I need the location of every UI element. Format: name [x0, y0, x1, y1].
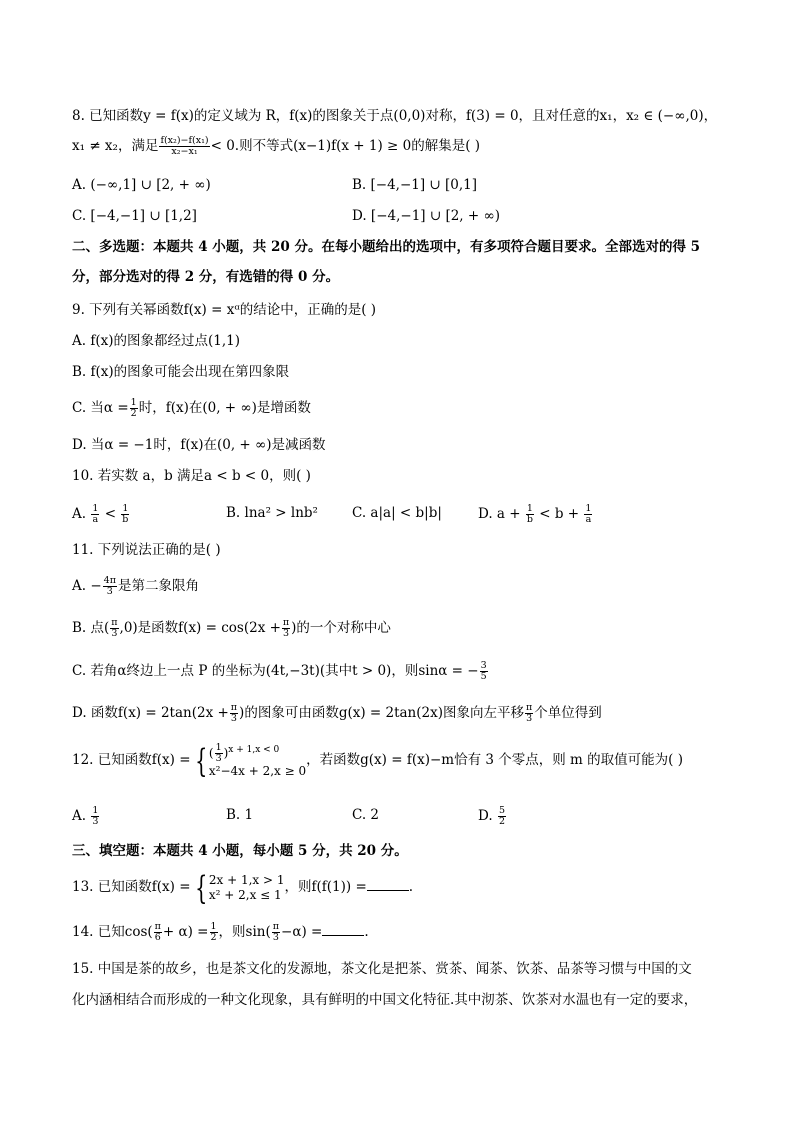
q11-a-den: 3	[106, 586, 113, 597]
q11-b-frac1-num: π	[111, 617, 118, 628]
q11-d-frac2-num: π	[526, 702, 533, 713]
q9-stem: 9. 下列有关幂函数f(x) = xᵅ的结论中，正确的是( )	[72, 302, 377, 318]
q13-cases	[209, 873, 285, 903]
q12-cases	[209, 743, 306, 779]
q13-case2: x² + 2,x ≤ 1	[208, 888, 282, 902]
q12-option-a	[72, 806, 100, 827]
q11-b-post: )的一个对称中心	[291, 620, 391, 636]
q10-option-a	[72, 504, 130, 525]
q11-a-pre: A. −	[72, 578, 102, 594]
q11-c-frac	[480, 661, 488, 682]
q14-end: .	[364, 924, 369, 940]
q9-option-a: A. f(x)的图象都经过点(1,1)	[72, 333, 240, 349]
q12-a-num: 1	[92, 805, 99, 816]
q8-frac-num: f(x₂)−f(x₁)	[160, 135, 209, 146]
q12-d-pre: D.	[478, 808, 493, 824]
q10-d-frac1-den: b	[526, 514, 533, 525]
q10-d-frac2-num: 1	[585, 503, 592, 514]
q11-d-frac2	[525, 703, 533, 724]
q12-case1: ( $\frac{1}{3}$ )$^{x + 1,x < 0}$	[208, 741, 280, 764]
q11-c-num: 3	[480, 660, 487, 671]
q12-case1-den: 3	[215, 752, 222, 764]
q13-brace: {	[194, 869, 207, 907]
section2-heading-line1: 二、多选题：本题共 4 小题，共 20 分。在每小题给出的选项中，有多项符合题目要求。全部选对的得 5	[72, 239, 701, 255]
q11-a-post: 是第二象限角	[117, 578, 199, 594]
q10-d-mid: < b +	[539, 506, 580, 522]
q11-d-frac1-num: π	[230, 702, 238, 713]
q12-piecewise	[191, 742, 307, 779]
q14-frac1	[154, 922, 162, 943]
q12-post: ，若函数g(x) = f(x)−m恰有 3 个零点，则 m 的取值可能为( )	[306, 752, 683, 768]
q13-case1: 2x + 1,x > 1	[208, 873, 285, 887]
q11-d-pre: D. 函数f(x) = 2tan(2x +	[72, 705, 229, 721]
q14-frac2-den: 2	[210, 932, 217, 943]
q11-b-frac1-den: 3	[111, 628, 118, 639]
q10-d-frac1	[526, 504, 534, 525]
q11-stem: 11. 下列说法正确的是( )	[72, 542, 221, 558]
q9-c-post: 时，f(x)在(0, + ∞)是增函数	[138, 400, 311, 416]
q12-pre: 12. 已知函数f(x) =	[72, 752, 191, 768]
q8-line2-pre: x₁ ≠ x₂，满足	[72, 138, 159, 154]
q11-option-b	[72, 618, 391, 639]
q8-line2	[72, 136, 480, 157]
q12-case1-post: x + 1,x < 0	[228, 744, 280, 755]
q9-c-den: 2	[130, 408, 137, 419]
q14-answer-blank[interactable]	[322, 923, 364, 936]
q8-option-a: A. (−∞,1] ∪ [2, + ∞)	[72, 177, 211, 193]
q11-option-c	[72, 661, 489, 682]
q8-option-b: B. [−4,−1] ∪ [0,1]	[352, 177, 478, 193]
q12-case2: x²−4x + 2,x ≥ 0	[208, 763, 307, 778]
q8-fraction	[159, 136, 209, 157]
q11-b-frac2	[282, 618, 290, 639]
q10-a-frac1	[91, 504, 99, 525]
q10-option-d	[478, 504, 593, 525]
q14-post: −α) =	[281, 924, 323, 940]
q10-a-pre: A.	[72, 506, 87, 522]
q14-frac2-num: 1	[210, 921, 217, 932]
q14-mid1: + α) =	[162, 924, 209, 940]
q12-case1-frac	[215, 743, 223, 764]
q10-a-frac1-den: a	[92, 514, 99, 525]
q11-d-mid: )的图象可由函数g(x) = 2tan(2x)图象向左平移	[239, 705, 524, 721]
q10-d-pre: D. a +	[478, 506, 521, 522]
q11-d-frac2-den: 3	[526, 713, 533, 724]
q12-case1-num: 1	[215, 741, 222, 753]
q14-frac1-num: π	[154, 921, 161, 932]
q11-b-frac2-den: 3	[283, 628, 290, 639]
q14-frac3	[272, 922, 280, 943]
q10-d-frac1-num: 1	[526, 503, 533, 514]
q10-d-frac2	[584, 504, 592, 525]
q12-option-d	[478, 806, 507, 827]
q11-c-pre: C. 若角α终边上一点 P 的坐标为(4t,−3t)(其中t > 0)，则sinα = −	[72, 663, 479, 679]
q8-option-d: D. [−4,−1] ∪ [2, + ∞)	[352, 208, 500, 224]
q12-a-den: 3	[92, 816, 99, 827]
q11-b-frac2-num: π	[282, 617, 290, 628]
q12-stem	[72, 742, 683, 779]
q11-option-d	[72, 703, 602, 724]
q8-line2-post: < 0.则不等式(x−1)f(x + 1) ≥ 0的解集是( )	[210, 138, 481, 154]
q8-option-c: C. [−4,−1] ∪ [1,2]	[72, 208, 197, 224]
q14-pre: 14. 已知cos(	[72, 924, 153, 940]
q14-mid2: ，则sin(	[218, 924, 271, 940]
section3-heading: 三、填空题：本题共 4 小题，每小题 5 分，共 20 分。	[72, 843, 408, 859]
q8-line1: 8. 已知函数y = f(x)的定义域为 R，f(x)的图象关于点(0,0)对称，f(3) = 0，且对任意的x₁，x₂ ∈ (−∞,0)，	[72, 108, 718, 124]
q10-stem: 10. 若实数 a，b 满足a < b < 0，则( )	[72, 468, 311, 484]
q9-c-num: 1	[130, 397, 137, 408]
q9-c-pre: C. 当α =	[72, 400, 129, 416]
q9-c-fraction	[130, 398, 138, 419]
q11-a-frac	[103, 576, 117, 597]
q12-d-num: 5	[498, 805, 505, 816]
q14-frac1-den: 6	[154, 932, 161, 943]
q11-c-den: 5	[480, 671, 487, 682]
q11-b-frac1	[110, 618, 118, 639]
q9-option-c	[72, 398, 311, 419]
q12-option-b: B. 1	[226, 807, 254, 823]
q10-d-frac2-den: a	[585, 514, 592, 525]
q10-option-c: C. a|a| < b|b|	[352, 505, 442, 521]
q12-brace: {	[194, 741, 207, 780]
q14-frac2	[210, 922, 218, 943]
q13-piecewise	[191, 871, 285, 905]
q12-d-frac	[498, 806, 506, 827]
q11-b-mid: ,0)是函数f(x) = cos(2x +	[119, 620, 281, 636]
q11-d-post: 个单位得到	[534, 705, 602, 721]
q10-a-frac1-num: 1	[92, 503, 99, 514]
q12-d-den: 2	[498, 816, 505, 827]
q13-end: .	[408, 879, 414, 895]
q15-line2: 化内涵相结合而形成的一种文化现象，具有鲜明的中国文化特征.其中沏茶、饮茶对水温也有一定的要求，	[72, 992, 698, 1008]
q11-b-pre: B. 点(	[72, 620, 110, 636]
q10-a-frac2-den: b	[122, 514, 129, 525]
q14-stem	[72, 922, 369, 943]
q8-frac-den: x₂−x₁	[171, 146, 198, 157]
q13-answer-blank[interactable]	[367, 878, 409, 891]
q10-a-mid: <	[104, 506, 116, 522]
q11-a-num: 4π	[103, 575, 116, 586]
q12-a-frac	[91, 806, 99, 827]
q11-d-frac1	[230, 703, 238, 724]
q15-line1: 15. 中国是茶的故乡，也是茶文化的发源地，茶文化是把茶、赏茶、闻茶、饮茶、品茶等习惯与中国的文	[72, 961, 692, 977]
q14-frac3-num: π	[272, 921, 280, 932]
q13-post: ，则f(f(1)) =	[284, 879, 367, 895]
q12-a-pre: A.	[72, 808, 87, 824]
q9-option-d: D. 当α = −1时，f(x)在(0, + ∞)是减函数	[72, 437, 326, 453]
q11-option-a	[72, 576, 199, 597]
q14-frac3-den: 3	[272, 932, 279, 943]
q9-option-b: B. f(x)的图象可能会出现在第四象限	[72, 364, 290, 380]
q11-d-frac1-den: 3	[230, 713, 237, 724]
q10-option-b: B. lna² > lnb²	[226, 505, 318, 521]
q13-pre: 13. 已知函数f(x) =	[72, 879, 191, 895]
q10-a-frac2-num: 1	[122, 503, 129, 514]
section2-heading-line2: 分，部分选对的得 2 分，有选错的得 0 分。	[72, 269, 340, 285]
q13-stem	[72, 870, 413, 905]
q10-a-frac2	[121, 504, 129, 525]
q12-option-c: C. 2	[352, 807, 380, 823]
